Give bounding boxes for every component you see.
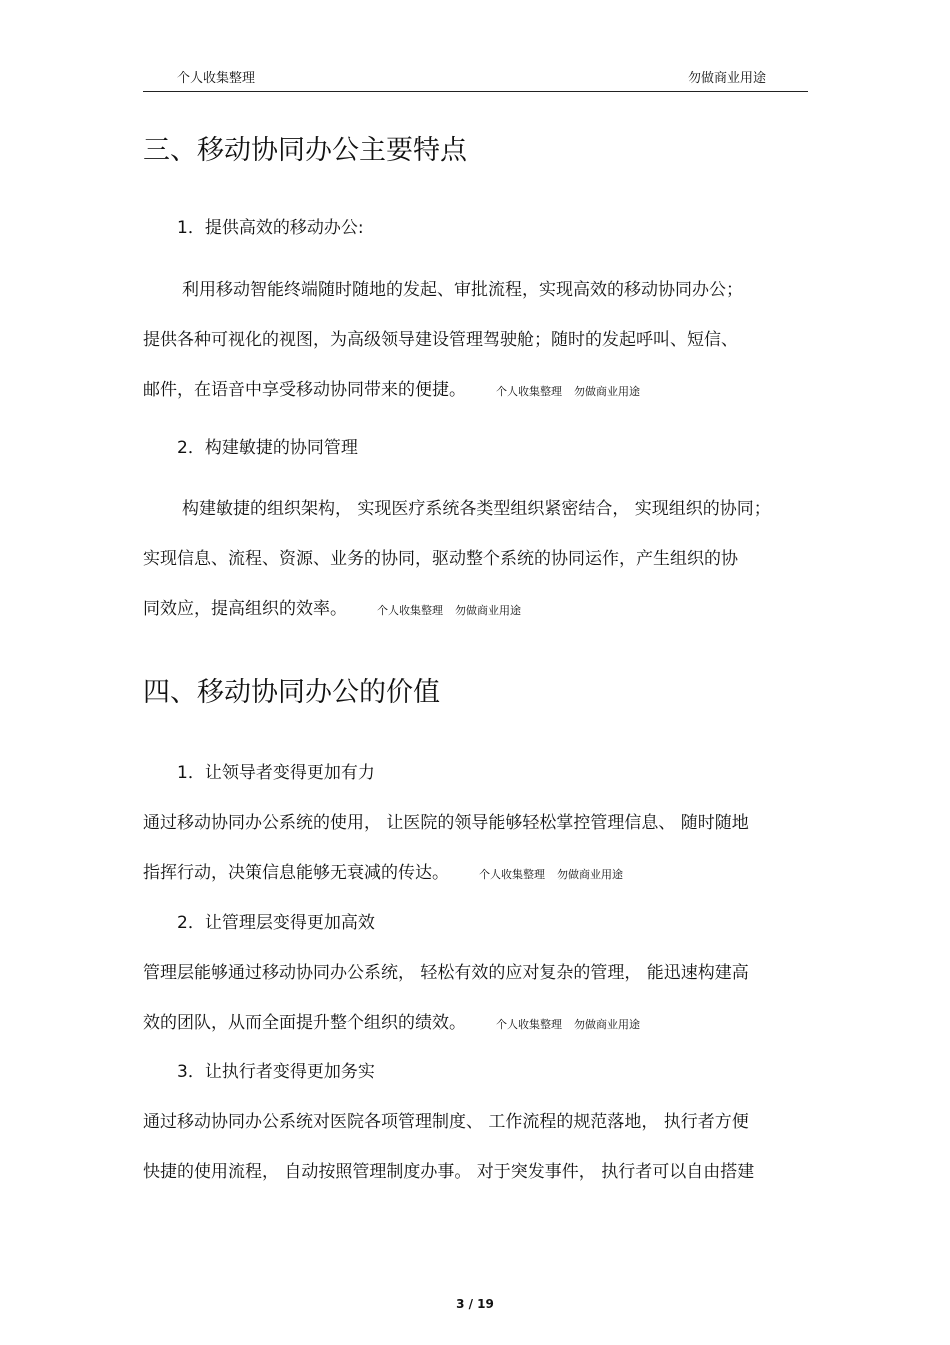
inline-note: 个人收集整理 bbox=[479, 868, 545, 881]
section-3-item-1-title: 1．提供高效的移动办公: bbox=[177, 218, 364, 238]
section-3-item-2-line-2: 实现信息、流程、资源、业务的协同，驱动整个系统的协同运作，产生组织的协 bbox=[143, 549, 738, 569]
section-4-item-1-line-2 bbox=[143, 861, 623, 887]
section-4-item-2-line-1: 管理层能够通过移动协同办公系统， 轻松有效的应对复杂的管理， 能迅速构建高 bbox=[143, 963, 749, 983]
section-4-item-1-title: 1．让领导者变得更加有力 bbox=[177, 763, 375, 783]
section-4-item-1-line-1: 通过移动协同办公系统的使用， 让医院的领导能够轻松掌控管理信息、 随时随地 bbox=[143, 813, 749, 833]
section-3-item-1-line-3 bbox=[143, 378, 640, 404]
paragraph-text: 同效应，提高组织的效率。 bbox=[143, 599, 347, 619]
paragraph-text: 指挥行动，决策信息能够无衰减的传达。 bbox=[143, 863, 449, 883]
section-4-item-3-line-1: 通过移动协同办公系统对医院各项管理制度、 工作流程的规范落地， 执行者方便 bbox=[143, 1112, 749, 1132]
inline-note: 个人收集整理 bbox=[496, 385, 562, 398]
section-3-item-2-line-1: 构建敏捷的组织架构， 实现医疗系统各类型组织紧密结合， 实现组织的协同； bbox=[182, 499, 771, 519]
paragraph-text: 邮件，在语音中享受移动协同带来的便捷。 bbox=[143, 380, 466, 400]
inline-note: 勿做商业用途 bbox=[455, 604, 521, 617]
paragraph-text: 效的团队，从而全面提升整个组织的绩效。 bbox=[143, 1013, 466, 1033]
section-3-item-2-title: 2．构建敏捷的协同管理 bbox=[177, 438, 358, 458]
section-4-item-2-line-2 bbox=[143, 1011, 640, 1037]
inline-note: 勿做商业用途 bbox=[574, 385, 640, 398]
header-left: 个人收集整理 bbox=[177, 71, 256, 86]
header-right: 勿做商业用途 bbox=[688, 71, 767, 86]
page-number: 3 / 19 bbox=[456, 1297, 494, 1311]
inline-note: 勿做商业用途 bbox=[557, 868, 623, 881]
inline-note: 个人收集整理 bbox=[377, 604, 443, 617]
inline-note: 勿做商业用途 bbox=[574, 1018, 640, 1031]
section-3-item-2-line-3 bbox=[143, 597, 521, 623]
section-3-heading: 三、移动协同办公主要特点 bbox=[143, 135, 467, 166]
inline-note: 个人收集整理 bbox=[496, 1018, 562, 1031]
section-4-heading: 四、移动协同办公的价值 bbox=[143, 677, 440, 708]
section-3-item-1-line-1: 利用移动智能终端随时随地的发起、审批流程，实现高效的移动协同办公； bbox=[182, 280, 743, 300]
section-4-item-3-line-2: 快捷的使用流程， 自动按照管理制度办事。 对于突发事件， 执行者可以自由搭建 bbox=[143, 1162, 755, 1182]
section-4-item-2-title: 2．让管理层变得更加高效 bbox=[177, 913, 375, 933]
section-4-item-3-title: 3．让执行者变得更加务实 bbox=[177, 1062, 375, 1082]
section-3-item-1-line-2: 提供各种可视化的视图，为高级领导建设管理驾驶舱；随时的发起呼叫、短信、 bbox=[143, 330, 738, 350]
header-rule bbox=[143, 91, 808, 92]
